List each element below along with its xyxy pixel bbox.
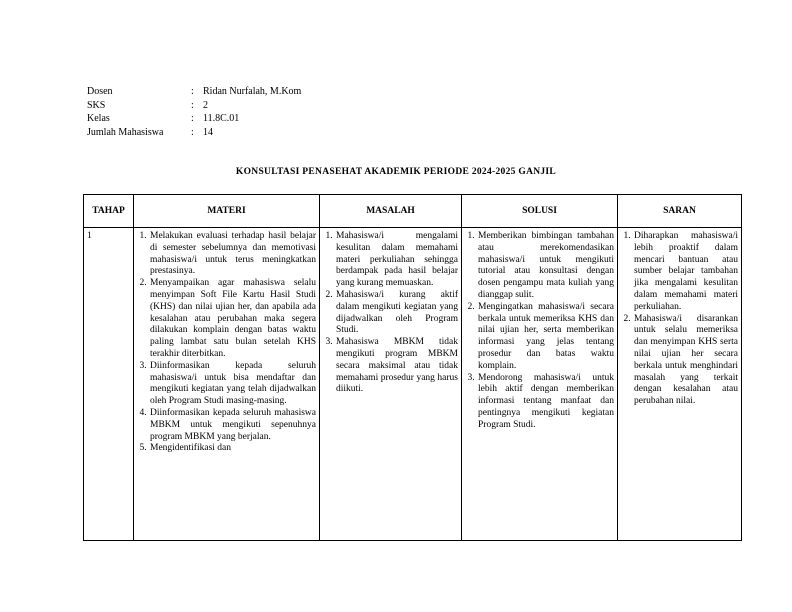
info-value: 2 <box>203 99 208 111</box>
list-item: 3. Mendorong mahasiswa/i untuk lebih aktif dengan memberikan informasi tentang manfaat dan pentingnya mengikuti kegiatan Program Studi. <box>477 373 614 432</box>
info-label: Dosen <box>87 86 113 97</box>
list-item: 5. Mengidentifikasi dan <box>149 443 316 455</box>
list-item: 1. Melakukan evaluasi terhadap hasil belajar di semester sebelumnya dan memotivasi mahasiswa/i untuk terus meningkatkan prestasinya. <box>149 231 316 278</box>
info-label: Kelas <box>87 113 110 124</box>
info-row-jumlah: Jumlah Mahasiswa : 14 <box>87 126 213 138</box>
saran-cell <box>618 228 742 541</box>
materi-cell <box>134 228 320 541</box>
materi-list <box>137 231 316 455</box>
list-item: 2. Mengingatkan mahasiswa/i secara berkala untuk memeriksa KHS dan nilai ujian her, serta memberikan informasi yang jelas tentang prosedur dan batas waktu komplain. <box>477 302 614 373</box>
header-masalah: MASALAH <box>320 195 462 228</box>
list-item: 3. Mahasiswa MBKM tidak mengikuti program MBKM secara maksimal atau tidak memahami prosedur yang harus diikuti. <box>335 337 458 396</box>
page-title: KONSULTASI PENASEHAT AKADEMIK PERIODE 2024-2025 GANJIL <box>235 167 557 177</box>
list-item: 1. Memberikan bimbingan tambahan atau merekomendasikan mahasiswa/i untuk mengikuti tutorial atau konsultasi dengan dosen pengampu mata kuliah yang dianggap sulit. <box>477 231 614 302</box>
list-item: 4. Diinformasikan kepada seluruh mahasiswa MBKM untuk mengikuti sepenuhnya program MBKM yang berjalan. <box>149 408 316 443</box>
tahap-cell: 1 <box>84 228 134 541</box>
header-solusi: SOLUSI <box>462 195 618 228</box>
masalah-cell <box>320 228 462 541</box>
masalah-list <box>323 231 458 396</box>
list-item: 1. Mahasiswa/i mengalami kesulitan dalam memahami materi perkuliahan sehingga berdampak pada hasil belajar yang kurang memuaskan. <box>335 231 458 290</box>
list-item: 2. Menyampaikan agar mahasiswa selalu menyimpan Soft File Kartu Hasil Studi (KHS) dan nilai ujian her, dan apabila ada kesalahan atau perubahan maka segera dilakukan komplain dengan batas waktu paling lambat satu bulan setelah KHS terakhir diterbitkan. <box>149 278 316 361</box>
info-value: 11.8C.01 <box>203 113 240 124</box>
info-row-sks: SKS : 2 <box>87 99 208 111</box>
info-value: Ridan Nurfalah, M.Kom <box>203 86 302 97</box>
info-label: SKS <box>87 99 106 111</box>
header-tahap: TAHAP <box>84 195 134 228</box>
info-value: 14 <box>203 126 213 138</box>
list-item: 1. Diharapkan mahasiswa/i lebih proaktif dalam mencari bantuan atau sumber belajar tambahan jika mengalami kesulitan dalam memahami materi perkuliahan. <box>633 231 738 314</box>
solusi-cell <box>462 228 618 541</box>
list-item: 3. Diinformasikan kepada seluruh mahasiswa/i untuk bisa mendaftar dan mengikuti kegiatan yang telah dijadwalkan oleh Program Studi masing-masing. <box>149 361 316 408</box>
saran-list <box>621 231 738 408</box>
header-materi: MATERI <box>134 195 320 228</box>
list-item: 2. Mahasiswa/i kurang aktif dalam mengikuti kegiatan yang dijadwalkan oleh Program Studi. <box>335 290 458 337</box>
list-item: 2. Mahasiswa/i disarankan untuk selalu memeriksa dan menyimpan KHS serta nilai ujian her secara berkala untuk menghindari masalah yang terkait dengan kesalahan atau perubahan nilai. <box>633 314 738 408</box>
consultation-table <box>83 194 742 541</box>
solusi-list <box>465 231 614 432</box>
course-info <box>87 85 301 139</box>
info-label: Jumlah Mahasiswa <box>87 126 164 138</box>
table-row <box>84 228 742 541</box>
info-row-dosen: Dosen : Ridan Nurfalah, M.Kom <box>87 86 302 97</box>
info-row-kelas: Kelas : 11.8C.01 <box>87 113 240 124</box>
header-saran: SARAN <box>618 195 742 228</box>
table-header-row <box>84 195 742 228</box>
